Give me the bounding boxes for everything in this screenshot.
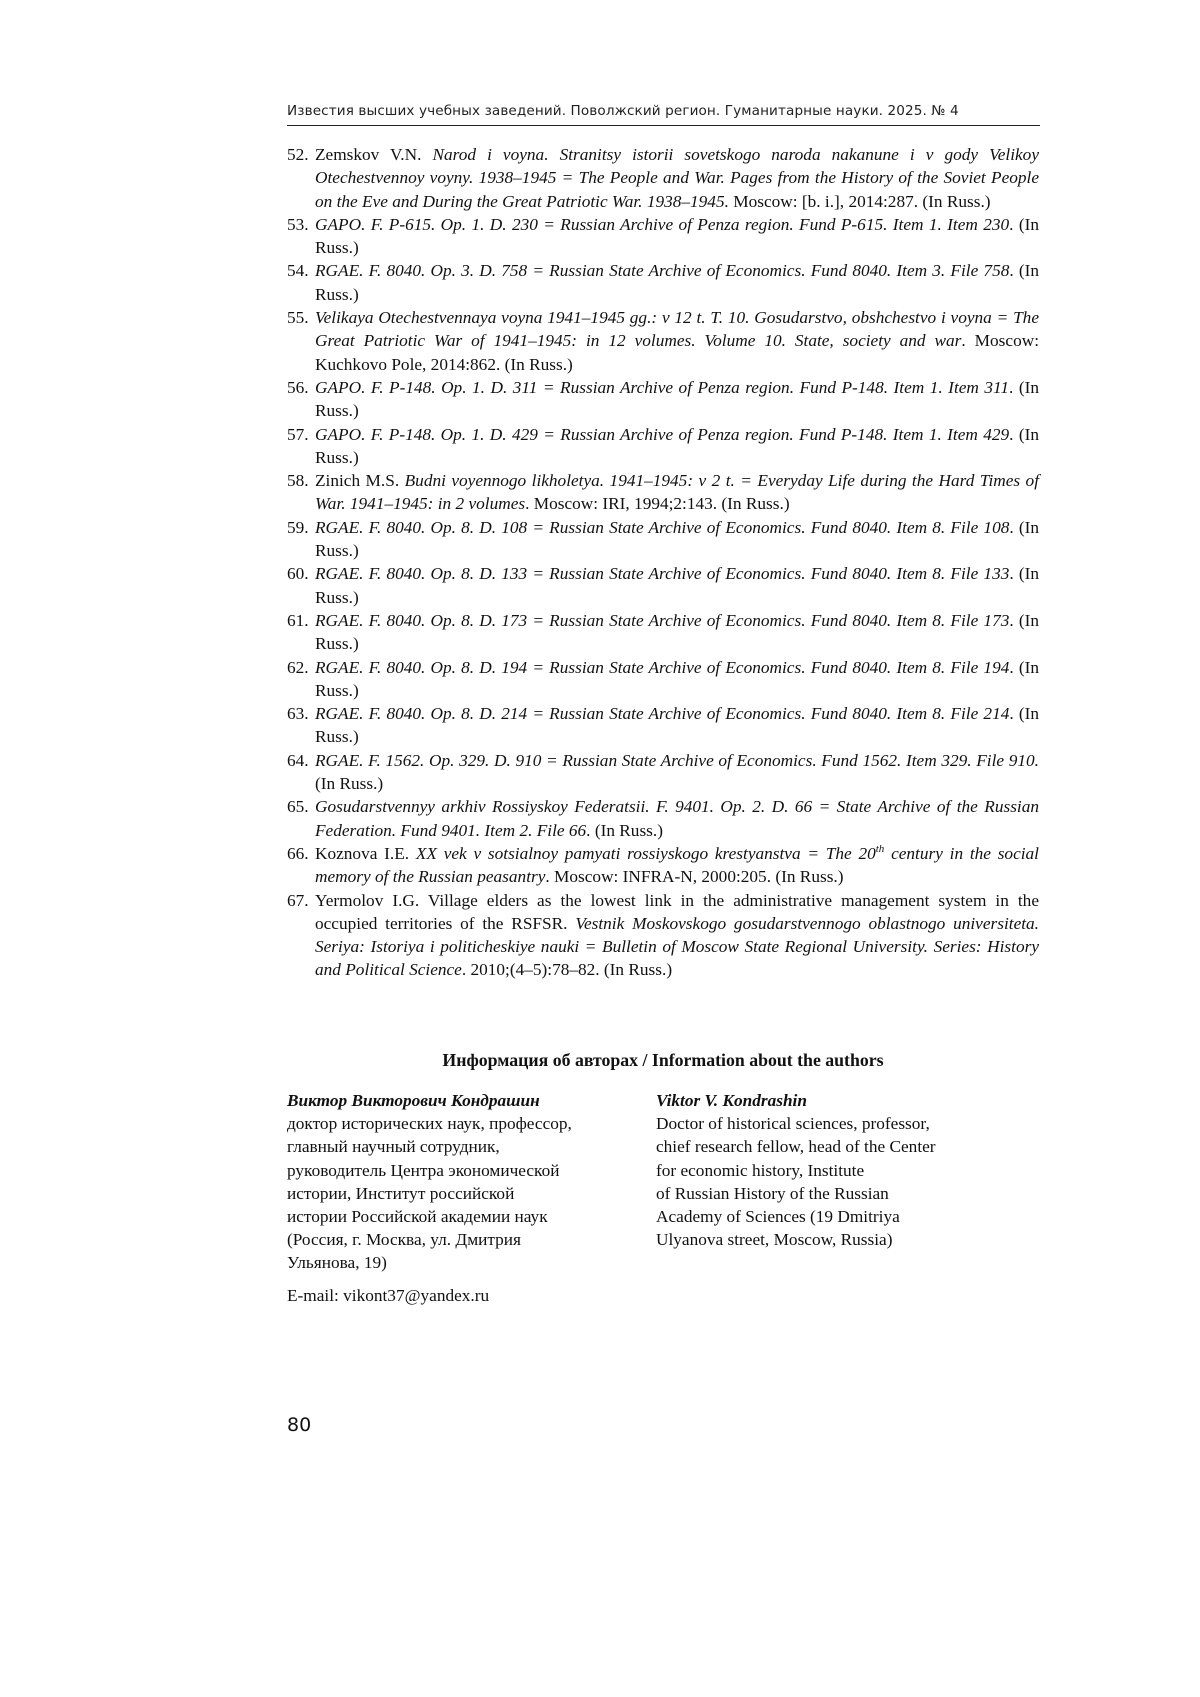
reference-title: RGAE. F. 8040. Op. 8. D. 214 = Russian State Archive of Economics. Fund 8040. Item 8. File 214 xyxy=(315,704,1010,724)
reference-number: 52. xyxy=(287,145,309,164)
reference-authors: Koznova I.E. xyxy=(315,843,416,863)
reference-number: 56. xyxy=(287,377,309,397)
reference-number: 65. xyxy=(287,797,309,817)
reference-item xyxy=(287,376,1039,423)
reference-item xyxy=(287,306,1039,376)
reference-title: XX vek v sotsialnoy pamyati rossiyskogo krestyanstva = The 20 xyxy=(415,843,876,863)
reference-publication-info: . (In Russ.) xyxy=(315,424,1040,467)
reference-publication-info: . (In Russ.) xyxy=(315,517,1040,561)
reference-title: RGAE. F. 8040. Op. 8. D. 108 = Russian State Archive of Economics. Fund 8040. Item 8. File 108 xyxy=(315,517,1010,537)
reference-superscript: th xyxy=(875,843,885,856)
author-affiliation-english: Doctor of historical sciences, professor, chief research fellow, head of the Center for economic history, Institute of Russian History of the Russian Academy of Sciences (19 Dmitriya Ulyanova street, Moscow, Russia) xyxy=(656,1114,936,1250)
reference-number: 55. xyxy=(287,308,309,328)
reference-item xyxy=(287,143,1039,213)
author-affiliation-russian: доктор исторических наук, профессор, главный научный сотрудник, руководитель Центра экономической истории, Институт российской истории Российской академии наук (Россия, г. Москва, ул. Дмитрия Ульянова, 19) xyxy=(287,1114,572,1273)
reference-number: 66. xyxy=(287,843,309,863)
reference-item xyxy=(287,469,1039,516)
author-info-russian xyxy=(287,1089,637,1275)
reference-publication-info: . (In Russ.) xyxy=(315,657,1040,700)
reference-item xyxy=(287,423,1039,470)
author-info-english xyxy=(656,1089,1036,1251)
reference-title: RGAE. F. 1562. Op. 329. D. 910 = Russian State Archive of Economics. Fund 1562. Item 329. File 910. xyxy=(315,750,1039,770)
reference-publication-info: (In Russ.) xyxy=(315,774,384,794)
reference-item xyxy=(287,749,1039,796)
reference-item xyxy=(287,516,1039,563)
reference-title: Budni voyennogo likholetya. 1941–1945: v 2 t. = Everyday Life during the Hard Times of War. 1941–1945: in 2 volumes xyxy=(315,471,1040,514)
reference-title: Vestnik Moskovskogo gosudarstvennogo oblastnogo universiteta. Seriya: Istoriya i politicheskiye nauki = Bulletin of Moscow State Regional University. Series: History and Political Science xyxy=(315,913,1039,980)
reference-item xyxy=(287,213,1039,260)
reference-publication-info: . Moscow: IRI, 1994;2:143. (In Russ.) xyxy=(525,494,790,514)
reference-publication-info: . (In Russ.) xyxy=(586,820,663,840)
reference-number: 61. xyxy=(287,610,309,630)
header-rule xyxy=(287,125,1040,126)
reference-item xyxy=(287,656,1039,703)
reference-title: GAPO. F. P-148. Op. 1. D. 311 = Russian Archive of Penza region. Fund P-148. Item 1. Item 311 xyxy=(315,377,1010,397)
author-name-english: Viktor V. Kondrashin xyxy=(656,1091,807,1110)
reference-publication-info: . (In Russ.) xyxy=(315,261,1040,304)
reference-publication-info: Moscow: [b. i.], 2014:287. (In Russ.) xyxy=(728,191,991,211)
author-email: E-mail: vikont37@yandex.ru xyxy=(287,1286,490,1305)
reference-title: GAPO. F. P-148. Op. 1. D. 429 = Russian Archive of Penza region. Fund P-148. Item 1. Item 429 xyxy=(315,424,1010,444)
reference-title: GAPO. F. P-615. Op. 1. D. 230 = Russian Archive of Penza region. Fund P-615. Item 1. Item 230 xyxy=(315,214,1010,234)
reference-number: 57. xyxy=(287,424,309,444)
reference-title: RGAE. F. 8040. Op. 8. D. 194 = Russian State Archive of Economics. Fund 8040. Item 8. File 194 xyxy=(315,657,1010,677)
reference-publication-info: . Moscow: INFRA-N, 2000:205. (In Russ.) xyxy=(545,867,844,887)
reference-title: Gosudarstvennyy arkhiv Rossiyskoy Federatsii. F. 9401. Op. 2. D. 66 = State Archive of the Russian Federation. Fund 9401. Item 2. File 66 xyxy=(315,797,1039,840)
reference-publication-info: . (In Russ.) xyxy=(315,377,1039,421)
reference-title-continued: century in the social memory of the Russian peasantry xyxy=(315,843,1039,887)
reference-title: RGAE. F. 8040. Op. 3. D. 758 = Russian State Archive of Economics. Fund 8040. Item 3. File 758 xyxy=(315,261,1010,281)
reference-number: 62. xyxy=(287,657,309,677)
reference-item xyxy=(287,562,1039,609)
reference-item xyxy=(287,842,1039,889)
reference-number: 67. xyxy=(287,890,309,910)
reference-title: RGAE. F. 8040. Op. 8. D. 173 = Russian State Archive of Economics. Fund 8040. Item 8. File 173 xyxy=(315,610,1010,630)
reference-authors: Zemskov V.N. xyxy=(315,145,433,164)
reference-publication-info: . 2010;(4–5):78–82. (In Russ.) xyxy=(461,960,673,980)
authors-section-title: Информация об авторах / Information about the authors xyxy=(442,1050,884,1070)
reference-item xyxy=(287,259,1039,306)
reference-publication-info: . (In Russ.) xyxy=(315,214,1040,258)
reference-publication-info: . Moscow: Kuchkovo Pole, 2014:862. (In Russ.) xyxy=(315,331,1039,374)
reference-list xyxy=(287,143,1039,982)
reference-publication-info: . (In Russ.) xyxy=(315,610,1040,654)
reference-title: Velikaya Otechestvennaya voyna 1941–1945 gg.: v 12 t. T. 10. Gosudarstvo, obshchestvo i voyna = The Great Patriotic War of 1941–1945: in 12 volumes. Volume 10. State, society and war xyxy=(315,308,1039,351)
reference-number: 59. xyxy=(287,517,309,537)
reference-number: 58. xyxy=(287,471,309,491)
running-header: Известия высших учебных заведений. Поволжский регион. Гуманитарные науки. 2025. № 4 xyxy=(287,103,959,119)
reference-title: Narod i voyna. Stranitsy istorii sovetskogo naroda nakanune i v gody Velikoy Otechestvennoy voyny. 1938–1945 = The People and War. Pages from the History of the Soviet People on the Eve and During the Great Patriotic War. 1938–1945. xyxy=(315,145,1039,211)
reference-number: 60. xyxy=(287,564,309,584)
reference-number: 53. xyxy=(287,214,309,234)
page-number: 80 xyxy=(287,1414,312,1436)
author-name-russian: Виктор Викторович Кондрашин xyxy=(287,1091,540,1110)
reference-item xyxy=(287,889,1039,982)
reference-item xyxy=(287,702,1039,749)
reference-number: 54. xyxy=(287,261,309,281)
reference-publication-info: . (In Russ.) xyxy=(315,564,1040,607)
reference-number: 63. xyxy=(287,704,309,724)
reference-authors: Zinich M.S. xyxy=(315,471,405,491)
reference-authors: Yermolov I.G. Village elders as the lowest link in the administrative management system in the occupied territories of the RSFSR. xyxy=(315,890,1039,933)
reference-item xyxy=(287,795,1039,842)
reference-title: RGAE. F. 8040. Op. 8. D. 133 = Russian State Archive of Economics. Fund 8040. Item 8. File 133 xyxy=(315,564,1010,584)
reference-number: 64. xyxy=(287,750,309,770)
reference-item xyxy=(287,609,1039,656)
reference-publication-info: . (In Russ.) xyxy=(315,704,1040,747)
